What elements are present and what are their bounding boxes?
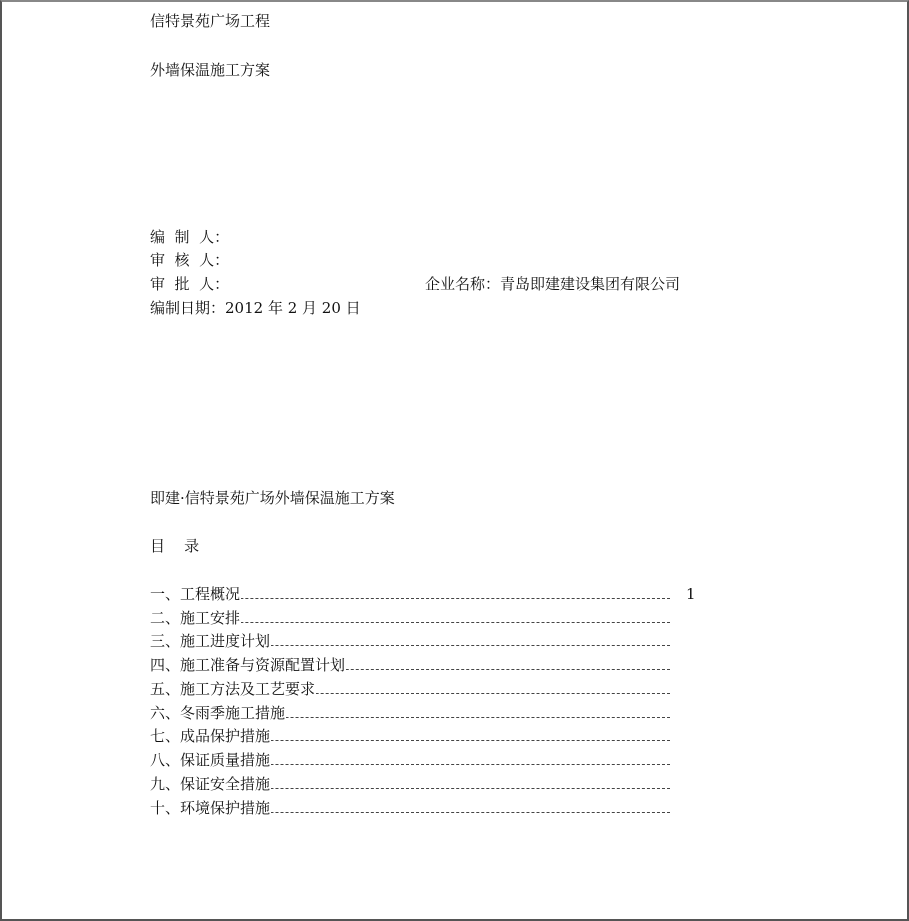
toc-item xyxy=(150,727,670,745)
toc-item xyxy=(150,585,696,603)
toc-item-label: 三、施工进度计划 xyxy=(150,632,271,650)
toc-title: 目 录 xyxy=(150,537,200,555)
toc-item-label: 六、冬雨季施工措施 xyxy=(150,704,286,722)
toc-item-label: 七、成品保护措施 xyxy=(150,727,271,745)
toc-item-page: 1 xyxy=(686,585,696,603)
toc-item-label: 八、保证质量措施 xyxy=(150,751,271,769)
toc-item-label: 四、施工准备与资源配置计划 xyxy=(150,656,346,674)
reviewer-label: 审 核 人： xyxy=(150,251,230,269)
approver-label: 审 批 人： xyxy=(150,275,230,293)
document-title: 外墙保温施工方案 xyxy=(150,61,271,79)
company-name: 企业名称：青岛即建建设集团有限公司 xyxy=(425,275,681,293)
toc-item xyxy=(150,680,670,698)
toc-header: 即建·信特景苑广场外墙保温施工方案 xyxy=(150,489,395,507)
toc-item-label: 五、施工方法及工艺要求 xyxy=(150,680,316,698)
compile-date: 编制日期：2012 年 2 月 20 日 xyxy=(150,299,361,317)
toc-item xyxy=(150,609,670,627)
project-name: 信特景苑广场工程 xyxy=(150,12,271,30)
toc-item-label: 十、环境保护措施 xyxy=(150,799,271,817)
toc-item-label: 九、保证安全措施 xyxy=(150,775,271,793)
toc-item xyxy=(150,799,670,817)
toc-item xyxy=(150,775,670,793)
toc-item-label: 一、工程概况 xyxy=(150,585,241,603)
toc-item-label: 二、施工安排 xyxy=(150,609,241,627)
toc-item xyxy=(150,751,670,769)
compiler-label: 编 制 人： xyxy=(150,228,230,246)
toc-item xyxy=(150,632,670,650)
toc-item xyxy=(150,656,670,674)
toc-item xyxy=(150,704,670,722)
